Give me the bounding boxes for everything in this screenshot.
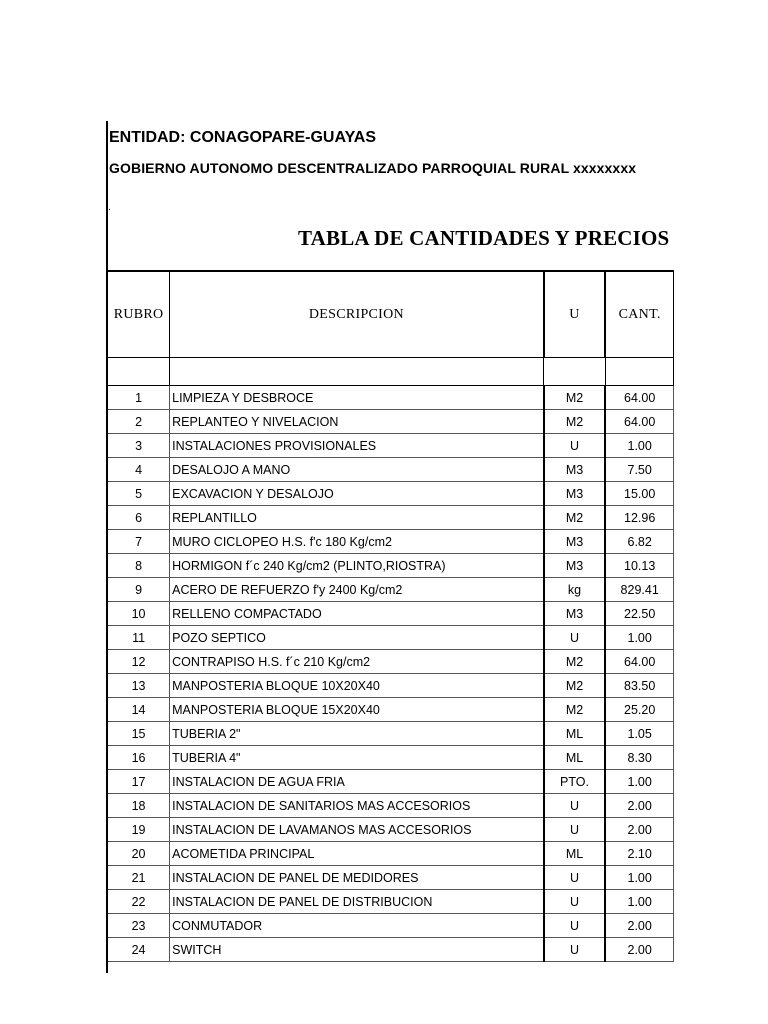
cell-cantidad: 1.00 <box>605 770 673 794</box>
cell-descripcion: MANPOSTERIA BLOQUE 15X20X40 <box>170 698 544 722</box>
cell-unidad: M2 <box>544 674 606 698</box>
table-row <box>107 794 674 818</box>
cell-descripcion: POZO SEPTICO <box>170 626 544 650</box>
cell-rubro: 22 <box>107 890 170 914</box>
table-row <box>107 722 674 746</box>
cell-descripcion: ACOMETIDA PRINCIPAL <box>170 842 544 866</box>
col-header-cantidad: CANT. <box>605 271 673 358</box>
cell-cantidad: 12.96 <box>605 506 673 530</box>
cell-cantidad: 1.00 <box>605 866 673 890</box>
cell-rubro: 9 <box>107 578 170 602</box>
header-row <box>107 271 674 358</box>
cell-rubro: 18 <box>107 794 170 818</box>
cell-unidad: kg <box>544 578 606 602</box>
table-row <box>107 530 674 554</box>
quantities-table <box>106 270 674 962</box>
cell-cantidad: 8.30 <box>605 746 673 770</box>
cell-cantidad: 2.00 <box>605 794 673 818</box>
spacer-cell <box>170 358 544 386</box>
cell-descripcion: REPLANTILLO <box>170 506 544 530</box>
cell-unidad: U <box>544 818 606 842</box>
cell-cantidad: 2.10 <box>605 842 673 866</box>
cell-rubro: 8 <box>107 554 170 578</box>
cell-unidad: M3 <box>544 530 606 554</box>
table-row <box>107 938 674 962</box>
spacer-row <box>107 358 674 386</box>
cell-rubro: 12 <box>107 650 170 674</box>
col-header-rubro: RUBRO <box>107 271 170 358</box>
cell-unidad: M3 <box>544 602 606 626</box>
table-row <box>107 674 674 698</box>
table-row <box>107 578 674 602</box>
cell-cantidad: 22.50 <box>605 602 673 626</box>
col-header-unidad: U <box>544 271 606 358</box>
cell-unidad: U <box>544 434 606 458</box>
table-row <box>107 698 674 722</box>
cell-descripcion: DESALOJO A MANO <box>170 458 544 482</box>
cell-unidad: M2 <box>544 506 606 530</box>
cell-rubro: 21 <box>107 866 170 890</box>
cell-descripcion: INSTALACION DE AGUA FRIA <box>170 770 544 794</box>
spacer-cell <box>544 358 606 386</box>
table-row <box>107 914 674 938</box>
table-row <box>107 770 674 794</box>
cell-descripcion: HORMIGON f´c 240 Kg/cm2 (PLINTO,RIOSTRA) <box>170 554 544 578</box>
cell-cantidad: 2.00 <box>605 818 673 842</box>
cell-cantidad: 2.00 <box>605 914 673 938</box>
cell-unidad: M3 <box>544 554 606 578</box>
cell-unidad: M3 <box>544 458 606 482</box>
cell-descripcion: EXCAVACION Y DESALOJO <box>170 482 544 506</box>
cell-descripcion: INSTALACIONES PROVISIONALES <box>170 434 544 458</box>
cell-unidad: M3 <box>544 482 606 506</box>
cell-unidad: PTO. <box>544 770 606 794</box>
table-row <box>107 746 674 770</box>
cell-cantidad: 2.00 <box>605 938 673 962</box>
cell-unidad: U <box>544 626 606 650</box>
table-body <box>107 386 674 962</box>
cell-cantidad: 829.41 <box>605 578 673 602</box>
cell-rubro: 2 <box>107 410 170 434</box>
cell-rubro: 1 <box>107 386 170 410</box>
table-row <box>107 650 674 674</box>
cell-unidad: U <box>544 914 606 938</box>
cell-unidad: M2 <box>544 410 606 434</box>
table-row <box>107 602 674 626</box>
cell-descripcion: LIMPIEZA Y DESBROCE <box>170 386 544 410</box>
cell-rubro: 16 <box>107 746 170 770</box>
cell-cantidad: 1.00 <box>605 890 673 914</box>
cell-unidad: U <box>544 890 606 914</box>
table-row <box>107 890 674 914</box>
spacer-cell <box>605 358 673 386</box>
cell-cantidad: 10.13 <box>605 554 673 578</box>
cell-cantidad: 1.00 <box>605 626 673 650</box>
cell-rubro: 15 <box>107 722 170 746</box>
cell-rubro: 24 <box>107 938 170 962</box>
col-header-descripcion: DESCRIPCION <box>170 271 544 358</box>
table-title: TABLA DE CANTIDADES Y PRECIOS <box>298 226 670 250</box>
cell-rubro: 11 <box>107 626 170 650</box>
table-row <box>107 434 674 458</box>
table-row <box>107 410 674 434</box>
cell-rubro: 3 <box>107 434 170 458</box>
table-row <box>107 842 674 866</box>
cell-unidad: M2 <box>544 650 606 674</box>
cell-rubro: 20 <box>107 842 170 866</box>
cell-unidad: U <box>544 794 606 818</box>
cell-rubro: 10 <box>107 602 170 626</box>
cell-rubro: 6 <box>107 506 170 530</box>
cell-unidad: U <box>544 866 606 890</box>
cell-cantidad: 64.00 <box>605 650 673 674</box>
cell-rubro: 7 <box>107 530 170 554</box>
table-row <box>107 866 674 890</box>
cell-cantidad: 64.00 <box>605 410 673 434</box>
cell-cantidad: 25.20 <box>605 698 673 722</box>
table-row <box>107 386 674 410</box>
cell-unidad: M2 <box>544 698 606 722</box>
cell-unidad: ML <box>544 842 606 866</box>
cell-rubro: 17 <box>107 770 170 794</box>
cell-rubro: 5 <box>107 482 170 506</box>
cell-descripcion: INSTALACION DE LAVAMANOS MAS ACCESORIOS <box>170 818 544 842</box>
cell-rubro: 14 <box>107 698 170 722</box>
cell-descripcion: SWITCH <box>170 938 544 962</box>
cell-cantidad: 7.50 <box>605 458 673 482</box>
cell-cantidad: 83.50 <box>605 674 673 698</box>
cell-unidad: U <box>544 938 606 962</box>
table-row <box>107 506 674 530</box>
cell-descripcion: TUBERIA 2" <box>170 722 544 746</box>
spacer-cell <box>107 358 170 386</box>
cell-rubro: 4 <box>107 458 170 482</box>
cell-descripcion: INSTALACION DE PANEL DE MEDIDORES <box>170 866 544 890</box>
table-row <box>107 482 674 506</box>
cell-descripcion: INSTALACION DE PANEL DE DISTRIBUCION <box>170 890 544 914</box>
cell-descripcion: MURO CICLOPEO H.S. f'c 180 Kg/cm2 <box>170 530 544 554</box>
cell-rubro: 19 <box>107 818 170 842</box>
cell-cantidad: 1.00 <box>605 434 673 458</box>
cell-rubro: 23 <box>107 914 170 938</box>
cell-unidad: M2 <box>544 386 606 410</box>
cell-cantidad: 6.82 <box>605 530 673 554</box>
cell-cantidad: 64.00 <box>605 386 673 410</box>
cell-cantidad: 1.05 <box>605 722 673 746</box>
cell-cantidad: 15.00 <box>605 482 673 506</box>
cell-descripcion: CONTRAPISO H.S. f´c 210 Kg/cm2 <box>170 650 544 674</box>
table-row <box>107 458 674 482</box>
table-row <box>107 818 674 842</box>
cell-descripcion: ACERO DE REFUERZO f'y 2400 Kg/cm2 <box>170 578 544 602</box>
cell-rubro: 13 <box>107 674 170 698</box>
cell-descripcion: INSTALACION DE SANITARIOS MAS ACCESORIOS <box>170 794 544 818</box>
entity-heading: ENTIDAD: CONAGOPARE-GUAYAS <box>109 129 376 146</box>
cell-descripcion: REPLANTEO Y NIVELACION <box>170 410 544 434</box>
cell-unidad: ML <box>544 722 606 746</box>
cell-unidad: ML <box>544 746 606 770</box>
gad-heading: GOBIERNO AUTONOMO DESCENTRALIZADO PARROQUIAL RURAL xxxxxxxx <box>109 160 637 176</box>
table-row <box>107 554 674 578</box>
table-row <box>107 626 674 650</box>
stray-dot: . <box>108 202 111 213</box>
cell-descripcion: RELLENO COMPACTADO <box>170 602 544 626</box>
cell-descripcion: TUBERIA 4" <box>170 746 544 770</box>
cell-descripcion: MANPOSTERIA BLOQUE 10X20X40 <box>170 674 544 698</box>
cell-descripcion: CONMUTADOR <box>170 914 544 938</box>
